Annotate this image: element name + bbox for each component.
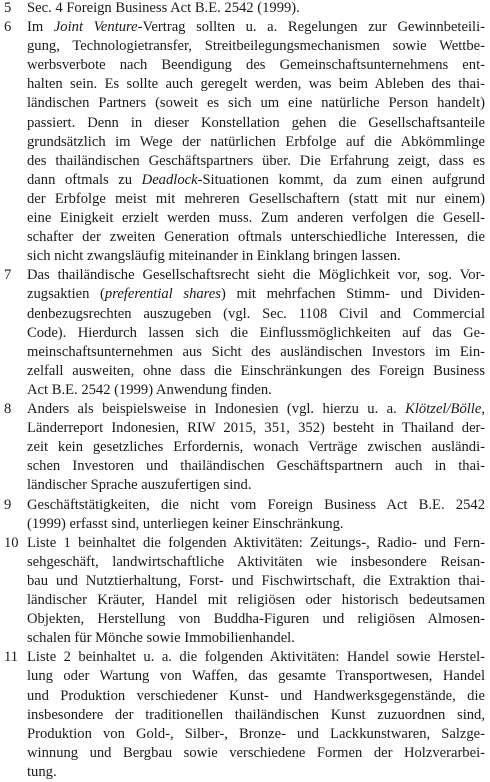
text-segment: tung.: [27, 763, 57, 780]
footnote-line: [27, 610, 485, 629]
text-segment: denbezugsrechten auszugeben (vgl. Sec. 1108 Civil and Commercial: [27, 305, 485, 322]
text-segment: ländischer Sprache auszufertigen sind.: [27, 477, 252, 494]
footnote-line: [27, 324, 485, 343]
footnote-line: [27, 305, 485, 324]
footnote-number: 8: [4, 401, 12, 418]
text-segment: -Situationen kommt, da zum einen aufgrund: [197, 171, 485, 188]
italic-text: Joint Venture: [53, 19, 138, 36]
footnote-line: [27, 209, 485, 228]
footnote-line: [27, 0, 300, 18]
footnote-number: 10: [4, 534, 19, 551]
footnote-line: [27, 763, 57, 782]
footnote-line: [27, 171, 485, 190]
text-segment: -Vertrag sollten u. a. Regelungen zur Gewinnbeteili-: [137, 19, 485, 36]
text-segment: insbesondere der traditionellen thailändischen Kunst zuzuordnen sind,: [27, 706, 485, 723]
footnote-line: [27, 400, 485, 419]
footnote-line: [27, 114, 485, 133]
text-segment: zeit kein gesetzliches Erfordernis, wonach Verträge zwischen ausländi-: [27, 439, 485, 456]
text-segment: des thailändischen Geschäftspartners über. Die Erfahrung zeigt, dass es: [27, 152, 485, 169]
footnote-line: [27, 572, 485, 591]
footnote-line: [27, 190, 485, 209]
text-segment: zelfall ausweiten, ohne dass die Einschränkungen des Foreign Business: [27, 362, 485, 379]
italic-text: preferential shares: [104, 286, 221, 303]
text-segment: Im: [27, 19, 54, 36]
text-segment: sich nicht zwangsläufig miteinander in Einklang bringen lassen.: [27, 248, 401, 265]
text-segment: grundsätzlich im Wege der natürlichen Erbfolge auf die Abkömmlinge: [27, 133, 485, 150]
footnote-line: [27, 534, 485, 553]
text-segment: und Produktion verschiedener Kunst- und Handwerksgegenstände, die: [27, 687, 485, 704]
footnote-line: [27, 744, 485, 763]
footnote-line: [27, 629, 295, 648]
text-segment: passiert. Denn in dieser Konstellation gehen die Gesellschaftsanteile: [27, 114, 485, 131]
text-segment: Länderreport Indonesien, RIW 2015, 351, 352) besteht in Thailand der-: [27, 420, 485, 437]
text-segment: eine Einigkeit erzielt werden muss. Zum anderen verfolgen die Gesell-: [27, 210, 485, 227]
footnote-number: 9: [4, 496, 12, 513]
text-segment: sehgeschäft, landwirtschaftliche Aktivitäten wie insbesondere Reisan-: [27, 553, 485, 570]
text-segment: ) mit mehrfachen Stimm- und Dividen-: [220, 286, 485, 303]
text-segment: Das thailändische Gesellschaftsrecht sieht die Möglichkeit vor, sog. Vor-: [27, 267, 485, 284]
footnote-line: [27, 343, 485, 362]
text-segment: schalen für Mönche sowie Immobilienhandel.: [27, 630, 295, 647]
footnote-line: [27, 476, 252, 495]
text-segment: ,: [481, 401, 485, 418]
text-segment: der Erbfolge meist mit mehreren Gesellschaftern (statt mit nur einem): [27, 190, 485, 207]
footnote-line: [27, 37, 485, 56]
footnote-line: [27, 266, 485, 285]
text-segment: Objekten, Herstellung von Buddha-Figuren und religiösen Almosen-: [27, 611, 485, 628]
footnote-line: [27, 496, 485, 515]
footnote-line: [27, 285, 485, 304]
text-segment: ländischen Partners (soweit es sich um eine natürliche Person handelt): [27, 95, 485, 112]
italic-text: Deadlock: [141, 171, 198, 188]
text-segment: Liste 1 beinhaltet die folgenden Aktivitäten: Zeitungs-, Radio- und Fern-: [27, 534, 485, 551]
footnote-line: [27, 438, 485, 457]
footnote-line: [27, 648, 485, 667]
text-segment: Geschäftstätigkeiten, die nicht vom Foreign Business Act B.E. 2542: [27, 496, 485, 513]
text-segment: werbsverbote nach Beendigung des Gemeinschaftsunternehmens ent-: [27, 57, 485, 74]
footnote-line: [27, 94, 485, 113]
text-segment: schen Investoren und thailändischen Geschäftspartnern auch in thai-: [27, 458, 485, 475]
text-segment: Anders als beispielsweise in Indonesien (vgl. hierzu u. a.: [27, 401, 406, 418]
text-segment: meinschaftsunternehmen aus Sicht des ausländischen Investors im Ein-: [27, 343, 485, 360]
footnote-line: [27, 591, 485, 610]
italic-text: Klötzel/Bölle: [405, 401, 482, 418]
footnote-line: [27, 152, 485, 171]
footnote-line: [27, 133, 485, 152]
footnote-line: [27, 18, 485, 37]
footnote-line: [27, 725, 485, 744]
text-segment: Liste 2 beinhaltet u. a. die folgenden Aktivitäten: Handel sowie Herstel-: [27, 649, 485, 666]
footnote-number: 5: [4, 0, 12, 16]
footnote-line: [27, 515, 344, 534]
text-segment: (1999) erfasst sind, unterliegen keiner Einschränkung.: [27, 515, 344, 532]
text-segment: dann oftmals zu: [27, 171, 142, 188]
footnote-line: [27, 75, 485, 94]
text-segment: ländischer Kräuter, Handel mit religiösen oder historisch bedeutsamen: [27, 592, 485, 609]
text-segment: gung, Technologietransfer, Streitbeilegungsmechanismen sowie Wettbe-: [27, 38, 485, 55]
footnote-number: 6: [4, 19, 12, 36]
footnote-line: [27, 457, 485, 476]
footnote-line: [27, 362, 485, 381]
text-segment: Act B.E. 2542 (1999) Anwendung finden.: [27, 381, 272, 398]
footnote-number: 7: [4, 267, 12, 284]
footnote-line: [27, 56, 485, 75]
footnote-line: [27, 419, 485, 438]
text-segment: Code). Hierdurch lassen sich die Einflussmöglichkeiten auf das Ge-: [27, 324, 485, 341]
text-segment: lung oder Wartung von Waffen, das gesamte Transportwesen, Handel: [27, 668, 485, 685]
text-segment: bau und Nutztierhaltung, Forst- und Fischwirtschaft, die Extraktion thai-: [27, 572, 485, 589]
text-segment: zugsaktien (: [27, 286, 105, 303]
footnote-line: [27, 247, 401, 266]
footnote-line: [27, 667, 485, 686]
footnote-line: [27, 553, 485, 572]
text-segment: schafter der zweiten Generation oftmals unterschiedliche Interessen, die: [27, 229, 485, 246]
footnote-line: [27, 381, 272, 400]
text-segment: Produktion von Gold-, Silber-, Bronze- und Lackkunstwaren, Salzge-: [27, 725, 485, 742]
footnote-number: 11: [4, 649, 19, 666]
footnote-line: [27, 687, 485, 706]
text-segment: winnung und Bergbau sowie verschiedene Formen der Holzverarbei-: [27, 744, 485, 761]
footnote-line: [27, 706, 485, 725]
text-segment: Sec. 4 Foreign Business Act B.E. 2542 (1999).: [27, 0, 300, 16]
footnote-line: [27, 228, 485, 247]
text-segment: halten sein. Es sollte auch geregelt werden, was beim Ableben des thai-: [27, 76, 485, 93]
